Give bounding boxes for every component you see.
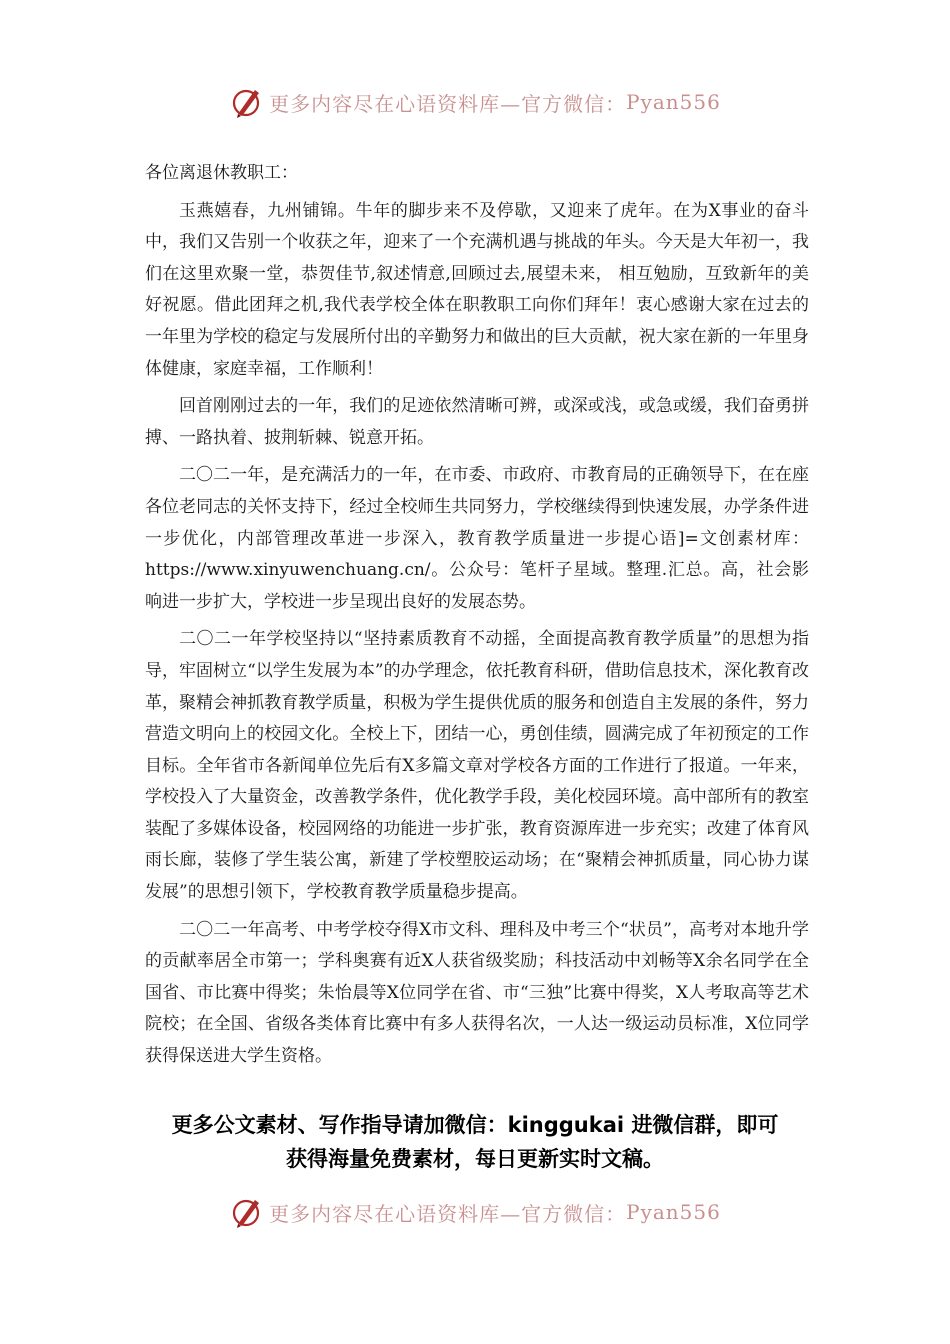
header-wechat-id: Pyan556 xyxy=(626,90,721,114)
pen-logo-icon xyxy=(229,84,265,120)
header-banner xyxy=(0,82,950,122)
header-banner-content xyxy=(229,84,721,120)
paragraph-2021-school-work: 二〇二一年学校坚持以“坚持素质教育不动摇，全面提高教育教学质量”的思想为指导，牢固树立“以学生发展为本”的办学理念，依托教育科研，借助信息技术，深化教育改革，聚精会神抓教育教学质量，积极为学生提供优质的服务和创造自主发展的条件，努力营造文明向上的校园文化。全校上下，团结一心，勇创佳绩，圆满完成了年初预定的工作目标。全年省市各新闻单位先后有X多篇文章对学校各方面的工作进行了报道。一年来，学校投入了大量资金，改善教学条件，优化教学手段，美化校园环境。高中部所有的教室装配了多媒体设备，校园网络的功能进一步扩张，教育资源库进一步充实；改建了体育风雨长廊，装修了学生装公寓，新建了学校塑胶运动场；在“聚精会神抓质量，同心协力谋发展”的思想引领下，学校教育教学质量稳步提高。 xyxy=(145,629,809,903)
footer-banner-text: 更多内容尽在心语资料库—官方微信： xyxy=(269,1201,627,1226)
header-banner-text: 更多内容尽在心语资料库—官方微信： xyxy=(269,91,627,116)
salutation: 各位离退休教职工： xyxy=(145,163,298,183)
paragraph-2021-achievements: 二〇二一年高考、中考学校夺得X市文科、理科及中考三个“状员”，高考对本地升学的贡献率居全市第一；学科奥赛有近X人获省级奖励；科技活动中刘畅等X余名同学在全国省、市比赛中得奖；朱怡晨等X位同学在省、市“三独”比赛中得奖，X人考取高等艺术院校；在全国、省级各类体育比赛中有多人获得名次，一人达一级运动员标准，X位同学获得保送进大学生资格。 xyxy=(145,919,809,1067)
paragraph-2021-overview: 二〇二一年，是充满活力的一年，在市委、市政府、市教育局的正确领导下，在在座各位老同志的关怀支持下，经过全校师生共同努力，学校继续得到快速发展，办学条件进一步优化，内部管理改革进一步深入，教育教学质量进一步提心语]=文创素材库：https://www.xinyuwenchuang.cn/。公众号：笔杆子星域。整理.汇总。高，社会影响进一步扩大，学校进一步呈现出良好的发展态势。 xyxy=(145,465,809,612)
document-body xyxy=(145,158,809,1079)
footer-banner-content xyxy=(229,1194,721,1230)
footer-banner xyxy=(0,1192,950,1232)
promo-notice xyxy=(110,1108,840,1176)
pen-logo-icon xyxy=(229,1194,265,1230)
promo-line-1: 更多公文素材、写作指导请加微信：kinggukai 进微信群，即可 xyxy=(171,1113,779,1137)
paragraph-review: 回首刚刚过去的一年，我们的足迹依然清晰可辨，或深或浅，或急或缓，我们奋勇拼搏、一路执着、披荆斩棘、锐意开拓。 xyxy=(145,396,809,448)
footer-wechat-id: Pyan556 xyxy=(626,1200,721,1224)
promo-line-2: 获得海量免费素材，每日更新实时文稿。 xyxy=(286,1147,664,1171)
paragraph-greeting: 玉燕嬉春，九州铺锦。牛年的脚步来不及停歇，又迎来了虎年。在为X事业的奋斗中，我们又告别一个收获之年，迎来了一个充满机遇与挑战的年头。今天是大年初一，我们在这里欢聚一堂，恭贺佳节,叙述情意,回顾过去,展望未来， 相互勉励，互致新年的美好祝愿。借此团拜之机,我代表学校全体在职教职工向你们拜年！衷心感谢大家在过去的一年里为学校的稳定与发展所付出的辛勤努力和做出的巨大贡献，祝大家在新的一年里身体健康，家庭幸福，工作顺利！ xyxy=(145,200,809,379)
